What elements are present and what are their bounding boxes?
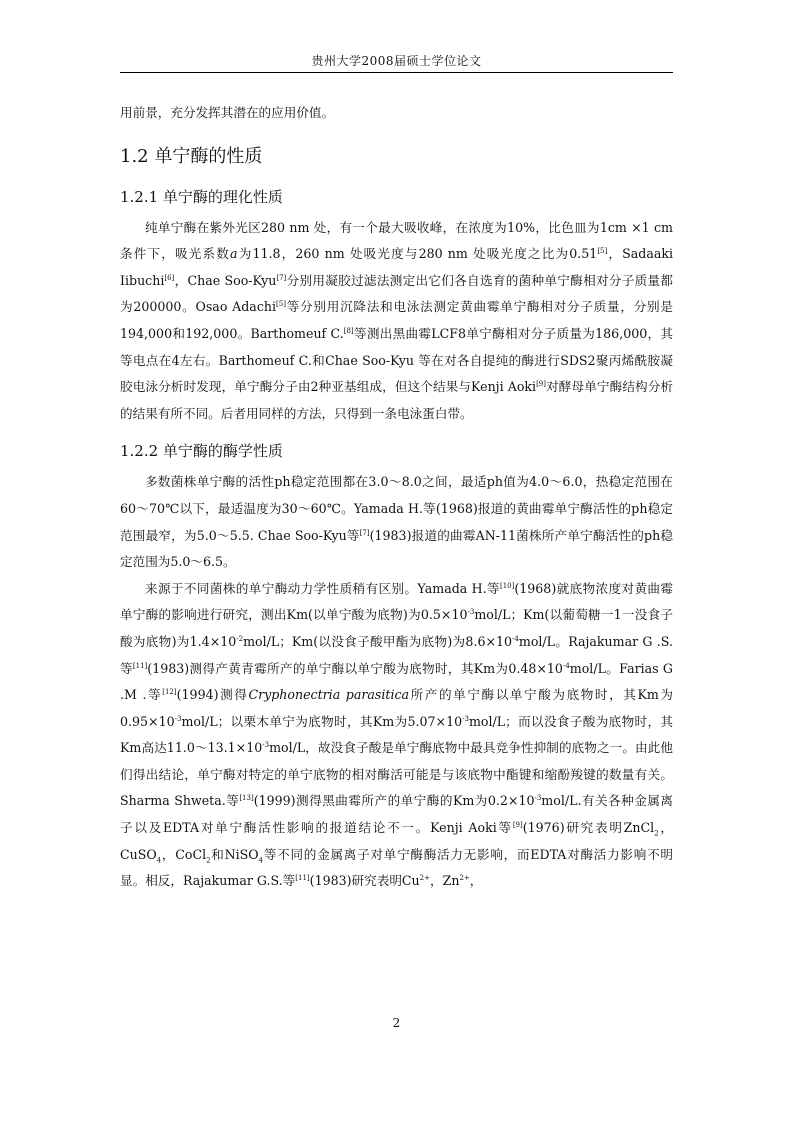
exponent: -3: [467, 608, 475, 617]
citation-ref: [12]: [162, 687, 177, 696]
text-run: 所产的单宁酶以单宁酸为底物时，其Km为0.95×10: [120, 687, 673, 729]
subscript: 2: [654, 829, 659, 838]
text-run: 为11.8，260 nm 处吸光度与280 nm 处吸光度之比为0.51: [237, 246, 598, 262]
text-run: ，Zn: [429, 873, 460, 889]
text-run: 纯单宁酶在紫外光区280 nm 处，有一个最大吸收峰，在浓度为10%，比色皿为1cm ×1 cm条件下，吸光系数: [120, 219, 673, 262]
text-run: mol/L。Rajakumar G .S. 等: [120, 633, 673, 676]
ion-charge: 2+: [419, 874, 430, 883]
subscript: 4: [156, 856, 162, 865]
text-run: (1983)测得产黄青霉所产的单宁酶以单宁酸为底物时，其Km为0.48×10: [147, 660, 563, 676]
text-run: 和NiSO: [210, 846, 259, 862]
text-run: (1983)报道的曲霉AN-11菌株所产单宁酶活性的ph稳定范围为5.0～6.5。: [120, 527, 673, 570]
subsection-heading-1: 1.2.1 单宁酶的理化性质: [120, 187, 283, 206]
paragraph-kinetics: [120, 576, 673, 895]
text-run: mol/L。Farias G .M .等: [120, 660, 673, 703]
citation-ref: [7]: [359, 528, 370, 537]
intro-line: 用前景，充分发挥其潜在的应用价值。: [120, 105, 335, 120]
text-run: (1994)测得: [176, 687, 249, 703]
subscript: 4: [258, 856, 264, 865]
text-run: ，CoCl: [161, 846, 207, 862]
text-run: ，Sadaaki Iibuchi: [120, 246, 674, 288]
text-run: 来源于不同菌株的单宁酶动力学性质稍有区别。Yamada H.等: [145, 580, 500, 596]
citation-ref: [9]: [536, 379, 546, 388]
text-run: ，: [469, 873, 483, 889]
page-number: 2: [392, 1016, 401, 1030]
citation-ref: [11]: [132, 661, 148, 670]
text-run: 等分别用沉降法和电泳法测定黄曲霉单宁酶相对分子质量，分别是194,000和192,000。Barthomeuf C.: [120, 299, 673, 341]
exponent: -3: [262, 741, 270, 750]
text-run: (1976)研究表明ZnCl: [522, 820, 655, 836]
text-run: mol/L，故没食子酸是单宁酶底物中最具竞争性抑制的底物之一。由此他们得出结论，单宁酶对特定的单宁底物的相对酶活可能是与该底物中酯键和缩酚羧键的数量有关。Sharma Shweta.等: [120, 740, 673, 809]
text-run: 等测出黑曲霉LCF8单宁酶相对分子质量为186,000，其等电点在4左右。Barthomeuf C.和Chae Soo-Kyu 等在对各自提纯的酶进行SDS2聚丙烯酰胺凝胶电泳分析时发现，单宁酶分子由2种亚基组成，但这个结果与Kenji Aoki: [120, 325, 674, 395]
page-content: [120, 100, 673, 895]
citation-ref: [7]: [276, 273, 287, 282]
subsection-heading-2: 1.2.2 单宁酶的酶学性质: [120, 442, 283, 461]
ion-charge: 2+: [459, 874, 470, 883]
page-header: 贵州大学2008届硕士学位论文: [311, 54, 482, 68]
exponent: -4: [562, 661, 570, 670]
header-rule: [120, 72, 673, 73]
text-run: mol/L.有关各种金属离子以及EDTA对单宁酶活性影响的报道结论不一。Kenji Aoki等: [120, 793, 673, 836]
text-run: ，CuSO: [120, 820, 674, 862]
citation-ref: [11]: [295, 874, 310, 883]
text-run: mol/L；Km(以葡萄糖一1一没食子酸为底物)为1.4×10: [120, 607, 673, 649]
text-run: (1968)就底物浓度对黄曲霉单宁酶的影响进行研究，测出Km(以单宁酸为底物)为0.5×10: [120, 580, 673, 623]
text-run: mol/L；而以没食子酸为底物时，其Km高达11.0～13.1×10: [120, 713, 673, 756]
section-heading: 1.2 单宁酶的性质: [120, 145, 263, 167]
citation-ref: [8]: [343, 326, 354, 335]
citation-ref: [5]: [276, 300, 286, 309]
text-run: (1999)测得黑曲霉所产的单宁酶的Km为0.2×10: [253, 793, 535, 809]
citation-ref: [5]: [597, 247, 608, 255]
citation-ref: [6]: [164, 273, 175, 282]
text-run: mol/L；以栗木单宁为底物时，其Km为5.07×10: [181, 713, 463, 729]
exponent: -3: [534, 794, 542, 803]
text-run: 分别用凝胶过滤法测定出它们各自选育的菌种单宁酶相对分子质量都为200000。Osao Adachi: [120, 272, 674, 315]
text-run: 等不同的金属离子对单宁酶酶活力无影响，而EDTA对酶活力影响不明显。相反，Rajakumar G.S.等: [120, 846, 673, 889]
absorption-coefficient-symbol: a: [230, 246, 238, 262]
species-name: Cryphonectria parasitica: [248, 687, 410, 703]
paragraph-physicochemical: [120, 215, 673, 428]
citation-ref: [9]: [512, 820, 523, 829]
text-run: (1983)研究表明Cu: [309, 873, 420, 889]
text-run: 多数菌株单宁酶的活性ph稳定范围都在3.0～8.0之间，最适ph值为4.0～6.0，热稳定范围在60～70℃以下，最适温度为30～60℃。Yamada H.等(1968)报道的黄曲霉单宁酶活性的ph稳定范围最窄，为5.0～5.5. Chae Soo-Kyu等: [120, 474, 673, 543]
text-run: ，Chae Soo-Kyu: [174, 272, 277, 288]
paragraph-ph-stability: [120, 469, 673, 575]
exponent: -3: [462, 714, 469, 723]
exponent: -4: [512, 634, 519, 643]
text-run: mol/L；Km(以没食子酸甲酯为底物)为8.6×10: [243, 633, 513, 649]
citation-ref: [10]: [499, 581, 515, 590]
exponent: -2: [236, 634, 244, 643]
citation-ref: [13]: [239, 794, 254, 803]
exponent: -3: [174, 714, 182, 723]
text-run: 对酵母单宁酶结构分析的结果有所不同。后者用同样的方法，只得到一条电泳蛋白带。: [120, 379, 674, 421]
subscript: 2: [206, 856, 211, 865]
